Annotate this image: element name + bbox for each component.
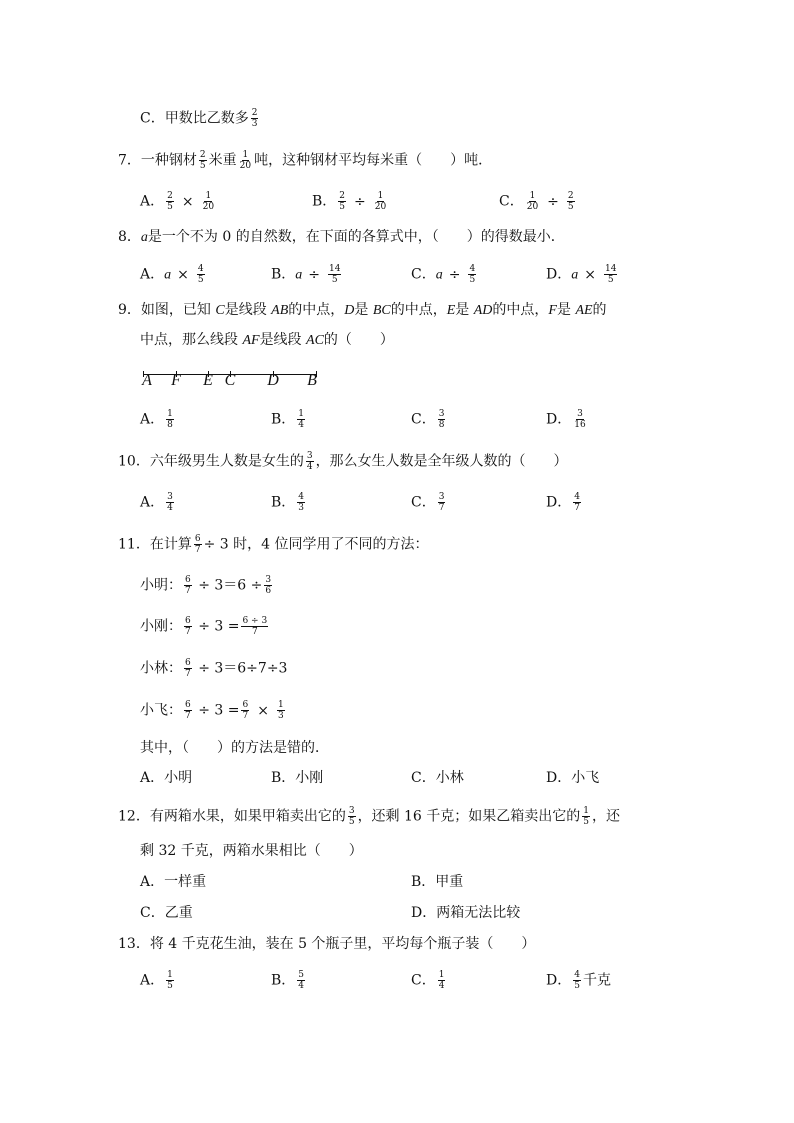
math-variable: AF [242, 333, 260, 348]
q12-option-b[interactable]: B．甲重 [411, 874, 464, 890]
q11-option-d[interactable]: D．小飞 [546, 770, 600, 786]
math-variable: F [548, 303, 557, 318]
q7-stem: 7．一种钢材 $\frac{2}{5}$ 米重 $\frac{1}{20}$ 吨，这种钢材平均每米重（ ）吨． [118, 150, 493, 171]
q6-option-c [140, 108, 260, 129]
math-variable: AD [473, 303, 493, 318]
q7-option-a[interactable]: A． $\frac{2}{5}$ × $\frac{1}{20}$ [140, 191, 215, 212]
stem-text: 是 [556, 302, 576, 318]
stem-text: 中点，那么线段 [140, 332, 243, 348]
q11-method-xiaoming: 小明： $\frac{6}{7}$ ÷ 3＝6 ÷ $\frac{3}{6}$ [140, 575, 272, 596]
stem-text: 是线段 [259, 332, 307, 348]
point-label-a: A [142, 372, 152, 389]
point-label-f: F [171, 372, 181, 389]
q7-option-c[interactable]: C． $\frac{1}{20}$ ÷ $\frac{2}{5}$ [499, 191, 574, 212]
stem-text: 的中点， [492, 302, 549, 318]
q8-option-c[interactable]: C．a ÷ $\frac{4}{5}$ [411, 264, 476, 285]
q10-stem: 10．六年级男生人数是女生的 $\frac{3}{4}$ ，那么女生人数是全年级人数的（ ） [118, 451, 568, 472]
option-text: 甲数比乙数多 [164, 110, 249, 127]
q9-option-a[interactable]: A． $\frac{1}{8}$ [140, 409, 173, 430]
point-label-c: C [224, 372, 236, 389]
math-variable: AB [271, 303, 289, 318]
stem-text: 的中点， [390, 302, 447, 318]
q8-option-b[interactable]: B．a ÷ $\frac{14}{5}$ [271, 264, 341, 285]
q13-option-d[interactable]: D． $\frac{4}{5}$ 千克 [546, 970, 611, 991]
q9-option-c[interactable]: C． $\frac{3}{8}$ [411, 409, 445, 430]
q11-question: 其中，（ ）的方法是错的． [140, 740, 329, 756]
fraction: $\frac{2}{3}$ [251, 108, 258, 129]
q13-option-a[interactable]: A． $\frac{1}{5}$ [140, 970, 173, 991]
q7-option-b[interactable]: B． $\frac{2}{5}$ ÷ $\frac{1}{20}$ [312, 191, 387, 212]
q9-stem-line2 [140, 330, 394, 351]
q11-method-xiaolin: 小林： $\frac{6}{7}$ ÷ 3＝6÷7÷3 [140, 658, 288, 679]
fraction: $\frac{2}{5}$ [199, 150, 206, 171]
q10-option-b[interactable]: B． $\frac{4}{3}$ [271, 492, 305, 513]
stem-text: 的中点， [288, 302, 345, 318]
q10-option-a[interactable]: A． $\frac{3}{4}$ [140, 492, 173, 513]
q8-stem: 8．a是一个不为 0 的自然数，在下面的各算式中，（ ）的得数最小． [118, 229, 565, 245]
point-label-b: B [307, 372, 317, 389]
q13-stem: 13．将 4 千克花生油，装在 5 个瓶子里，平均每个瓶子装（ ） [118, 936, 536, 952]
q11-method-xiaofei: 小飞： $\frac{6}{7}$ ÷ 3 = $\frac{6}{7}$ × $\frac{1}{3}$ [140, 700, 284, 721]
q12-stem-line1: 12．有两箱水果，如果甲箱卖出它的 $\frac{3}{5}$ ，还剩 16 千克；如果乙箱卖出它的 $\frac{1}{5}$ ，还 [118, 806, 621, 827]
q9-stem-line1 [118, 300, 607, 321]
q11-method-xiaogang: 小刚： $\frac{6}{7}$ ÷ 3 = $\frac{6 \div 3}{7}$ [140, 616, 268, 637]
q11-stem: 11．在计算 $\frac{6}{7}$ ÷ 3 时，4 位同学用了不同的方法： [118, 534, 429, 555]
q13-option-c[interactable]: C． $\frac{1}{4}$ [411, 970, 445, 991]
math-variable: D [344, 303, 355, 318]
q10-option-c[interactable]: C． $\frac{3}{7}$ [411, 492, 445, 513]
q12-option-d[interactable]: D．两箱无法比较 [411, 905, 521, 921]
q9-option-b[interactable]: B． $\frac{1}{4}$ [271, 409, 305, 430]
q12-stem-line2: 剩 32 千克，两箱水果相比（ ） [140, 843, 363, 859]
q13-option-b[interactable]: B． $\frac{5}{4}$ [271, 970, 305, 991]
stem-text: 的 [592, 302, 607, 318]
q12-option-a[interactable]: A．一样重 [140, 874, 207, 890]
stem-text: 是线段 [224, 302, 272, 318]
math-variable: C [215, 303, 225, 318]
q10-option-d[interactable]: D． $\frac{4}{7}$ [546, 492, 580, 513]
q8-option-d[interactable]: D．a × $\frac{14}{5}$ [546, 264, 617, 285]
stem-text: 是 [354, 302, 373, 318]
stem-text: 的（ ） [323, 332, 394, 348]
stem-text: 9．如图，已知 [118, 302, 216, 318]
math-variable: BC [372, 303, 391, 318]
q12-option-c[interactable]: C．乙重 [140, 905, 193, 921]
q11-option-a[interactable]: A．小明 [140, 770, 193, 786]
math-variable: AC [306, 333, 324, 348]
point-label-e: E [203, 372, 213, 389]
math-variable: AE [575, 303, 593, 318]
math-variable: E [446, 303, 456, 318]
line-segment-figure [143, 369, 317, 399]
point-label-d: D [267, 372, 279, 389]
fraction: $\frac{1}{20}$ [239, 150, 252, 171]
stem-text: 是 [455, 302, 474, 318]
q9-option-d[interactable]: D． $\frac{3}{16}$ [546, 409, 586, 430]
q11-option-c[interactable]: C．小林 [411, 770, 464, 786]
option-label: C． [140, 110, 165, 127]
q11-option-b[interactable]: B．小刚 [271, 770, 324, 786]
q8-option-a[interactable]: A．a × $\frac{4}{5}$ [140, 264, 204, 285]
